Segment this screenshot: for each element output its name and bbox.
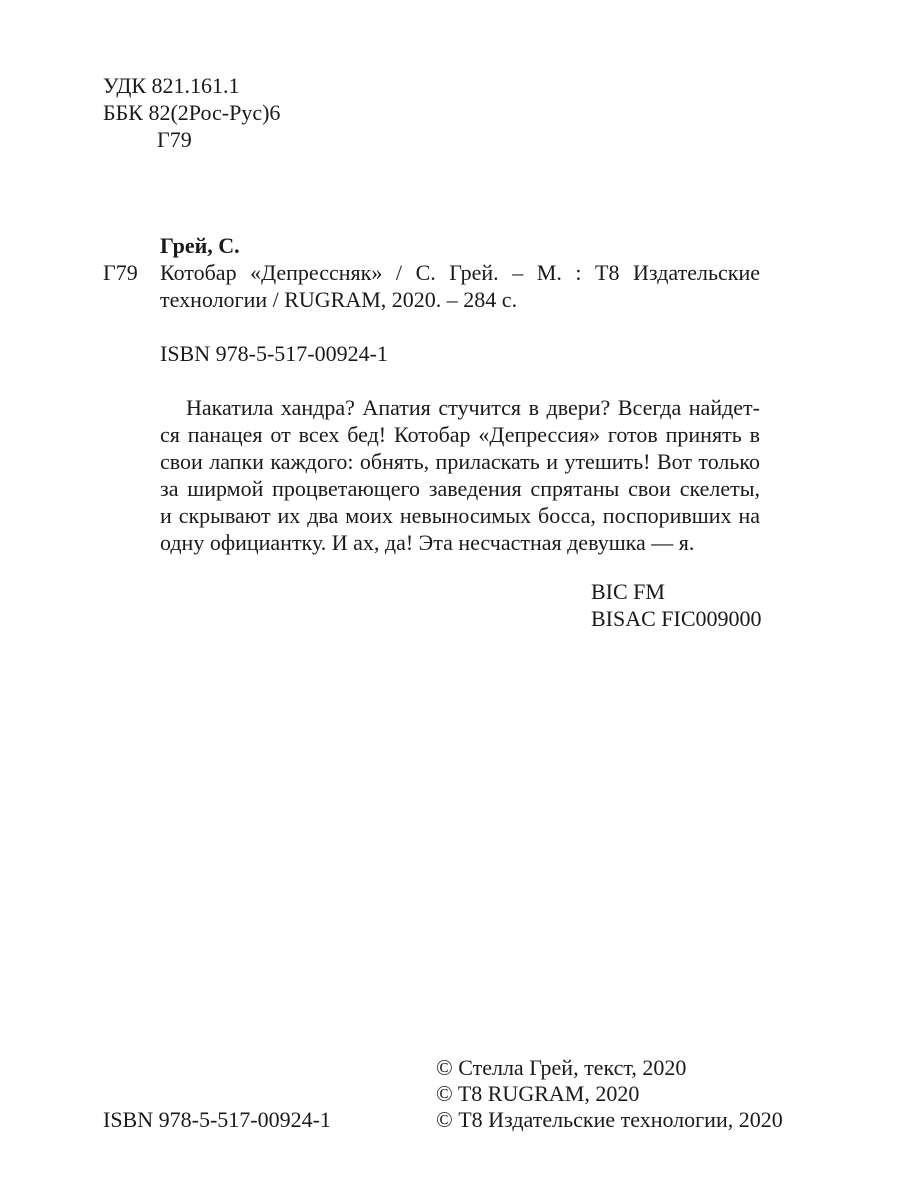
copyright-rugram: © T8 RUGRAM, 2020 — [436, 1081, 640, 1106]
bbk-code: ББК 82(2Рос-Рус)6 — [103, 100, 281, 125]
bic-code: BIC FM — [591, 579, 665, 604]
author-name: Грей, С. — [160, 233, 240, 258]
copyright-publisher: © Т8 Издательские технологии, 2020 — [436, 1107, 783, 1132]
copyright-author: © Стелла Грей, текст, 2020 — [436, 1055, 687, 1080]
isbn: ISBN 978-5-517-00924-1 — [160, 341, 388, 366]
annotation-line: ся панацея от всех бед! Котобар «Депрессия» готов принять в — [160, 422, 760, 447]
biblio-line-1: Котобар «Депрессняк» / С. Грей. – М. : Т8 Издательские — [160, 260, 760, 285]
annotation-line: свои лапки каждого: обнять, приласкать и утешить! Вот только — [160, 449, 760, 474]
annotation-line: одну официантку. И ах, да! Эта несчастная девушка — я. — [160, 530, 695, 555]
author-sign-top: Г79 — [157, 127, 192, 152]
bibliographic-description — [160, 259, 760, 313]
annotation-line: Накатила хандра? Апатия стучится в двери? Всегда найдет- — [186, 395, 760, 420]
udk-code: УДК 821.161.1 — [103, 73, 240, 98]
annotation-line: за ширмой процветающего заведения спрятаны свои скелеты, — [160, 476, 760, 501]
annotation-line: и скрывают их два моих невыносимых босса, поспоривших на — [160, 503, 760, 528]
isbn-footer: ISBN 978-5-517-00924-1 — [103, 1107, 331, 1132]
biblio-line-2: технологии / RUGRAM, 2020. – 284 с. — [160, 287, 518, 312]
author-sign-left: Г79 — [103, 260, 138, 285]
bisac-code: BISAC FIC009000 — [591, 606, 762, 631]
annotation — [160, 394, 760, 556]
